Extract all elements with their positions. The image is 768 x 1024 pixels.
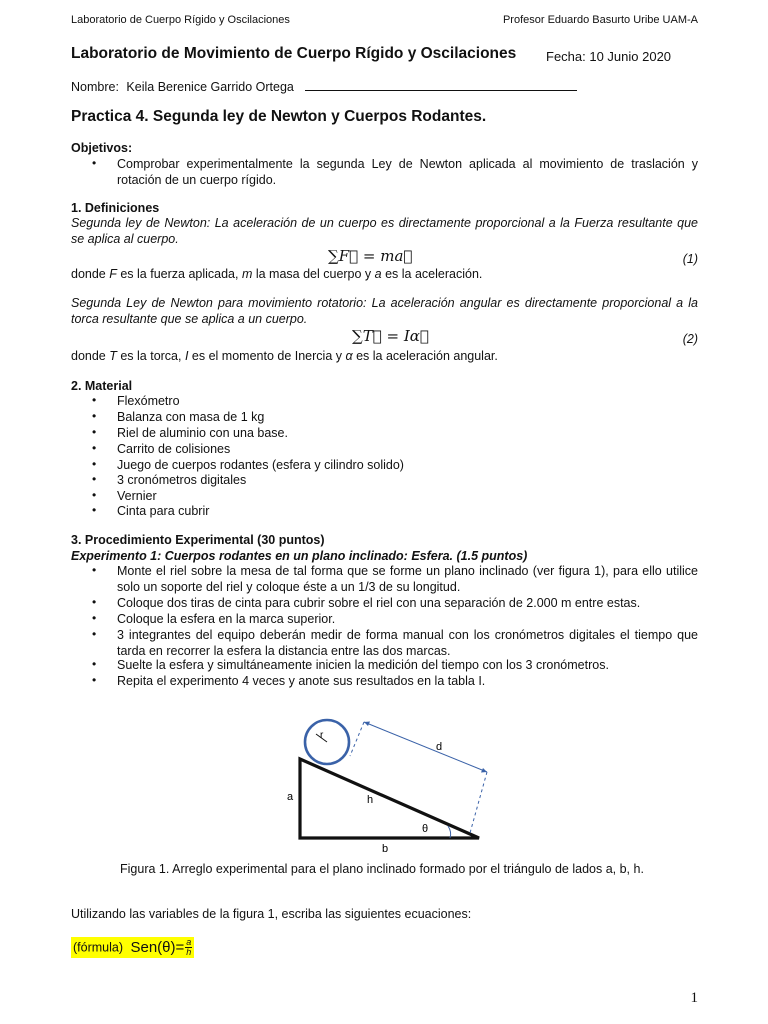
experiment-title: Experimento 1: Cuerpos rodantes en un plano inclinado: Esfera. (1.5 puntos) — [71, 549, 528, 563]
list-item: Riel de aluminio con una base. — [117, 426, 288, 440]
list-item: 3 cronómetros digitales — [117, 473, 247, 487]
list-item: Flexómetro — [117, 394, 180, 408]
date-label: Fecha: 10 Junio 2020 — [546, 49, 672, 64]
desc-var: I — [184, 349, 189, 363]
page-number: 1 — [690, 990, 698, 1006]
bullet-dot: • — [92, 563, 97, 577]
equation-2-description — [71, 348, 498, 364]
desc-var: m — [241, 267, 253, 281]
document-title: Laboratorio de Movimiento de Cuerpo Rígido y Oscilaciones — [71, 45, 517, 62]
distance-arrow — [364, 722, 487, 772]
bullet-dot: • — [92, 156, 97, 170]
bullet-dot: • — [92, 457, 97, 471]
name-line — [71, 79, 577, 94]
bullet-dot: • — [92, 657, 97, 671]
name-label: Nombre: — [71, 80, 119, 94]
definition-1-text: Segunda ley de Newton: La aceleración de un cuerpo es directamente proporcional a la Fuerza resultante que se aplica al cuerpo. — [71, 216, 698, 246]
bullet-dot: • — [92, 425, 97, 439]
label-theta: θ — [422, 823, 429, 835]
angle-arc — [448, 826, 451, 838]
running-header-left: Laboratorio de Cuerpo Rígido y Oscilaciones — [71, 14, 290, 26]
equation-2-number: (2) — [682, 332, 698, 346]
name-underline — [305, 79, 577, 91]
running-header-right: Profesor Eduardo Basurto Uribe UAM-A — [502, 14, 698, 26]
list-item: Vernier — [117, 489, 157, 503]
desc-var: T — [109, 349, 117, 363]
desc-text: es el momento de Inercia y — [188, 349, 346, 363]
list-item: Balanza con masa de 1 kg — [117, 410, 265, 424]
fraction-numerator: a — [186, 937, 192, 947]
equation-2: ∑T⃗ = Iα⃗ — [352, 327, 429, 345]
objetivos-heading: Objetivos: — [71, 141, 133, 155]
bullet-dot: • — [92, 393, 97, 407]
bullet-dot: • — [92, 488, 97, 502]
triangle — [300, 759, 479, 838]
equation-1-description — [71, 266, 482, 282]
desc-text: donde — [71, 349, 110, 363]
bullet-dot: • — [92, 503, 97, 517]
list-item: Monte el riel sobre la mesa de tal forma que se forme un plano inclinado (ver figura 1), para ello utilice solo un soporte del riel y coloque éste a un 1/3 de su longitud. — [117, 564, 698, 594]
list-item: 3 integrantes del equipo deberán medir de forma manual con los cronómetros digitales el tiempo que tarda en recorrer la esfera la distancia entre las dos marcas. — [117, 628, 698, 658]
bullet-dot: • — [92, 611, 97, 625]
instruction-text: Utilizando las variables de la figura 1, escriba las siguientes ecuaciones: — [71, 907, 472, 921]
procedimiento-heading: 3. Procedimiento Experimental (30 puntos) — [71, 533, 325, 547]
list-item: Suelte la esfera y simultáneamente inicien la medición del tiempo con los 3 cronómetros. — [117, 658, 609, 672]
highlighted-formula — [71, 937, 194, 958]
desc-text: donde — [71, 267, 110, 281]
desc-text: la masa del cuerpo y — [252, 267, 375, 281]
bullet-dot: • — [92, 595, 97, 609]
desc-text: es la torca, — [116, 349, 185, 363]
bullet-dot: • — [92, 409, 97, 423]
label-b: b — [382, 843, 389, 854]
definition-2-text: Segunda Ley de Newton para movimiento rotatorio: La aceleración angular es directamente proporcional a la torca resultante que se aplica a un cuerpo. — [71, 296, 698, 326]
label-d: d — [436, 741, 443, 753]
label-h: h — [367, 794, 374, 806]
dashed-guide-left — [350, 722, 364, 756]
formula-sen: Sen(θ)= — [130, 938, 185, 956]
equation-1: ∑F⃗ = ma⃗ — [328, 247, 413, 265]
desc-var: α — [345, 349, 353, 363]
desc-text: es la fuerza aplicada, — [116, 267, 242, 281]
list-item: Coloque la esfera en la marca superior. — [117, 612, 336, 626]
formula-label: (fórmula) — [73, 940, 124, 955]
definiciones-heading: 1. Definiciones — [71, 201, 160, 215]
name-value: Keila Berenice Garrido Ortega — [126, 80, 294, 94]
bullet-dot: • — [92, 472, 97, 486]
desc-text: es la aceleración. — [381, 267, 483, 281]
figure-caption: Figura 1. Arreglo experimental para el plano inclinado formado por el triángulo de lados a, b, h. — [120, 862, 644, 876]
bullet-dot: • — [92, 627, 97, 641]
formula-fraction — [185, 938, 192, 957]
label-r: r — [320, 730, 324, 741]
dashed-guide-right — [470, 772, 487, 833]
bullet-dot: • — [92, 441, 97, 455]
objetivo-item: Comprobar experimentalmente la segunda Ley de Newton aplicada al movimiento de traslación y rotación de un cuerpo rígido. — [117, 157, 698, 187]
material-heading: 2. Material — [71, 379, 133, 393]
desc-var: a — [374, 267, 382, 281]
list-item: Coloque dos tiras de cinta para cubrir sobre el riel con una separación de 2.000 m entre estas. — [117, 596, 641, 610]
practice-title: Practica 4. Segunda ley de Newton y Cuerpos Rodantes. — [71, 108, 487, 125]
list-item: Cinta para cubrir — [117, 504, 210, 518]
label-a: a — [287, 791, 294, 803]
bullet-dot: • — [92, 673, 97, 687]
equation-1-number: (1) — [682, 252, 698, 266]
desc-var: F — [109, 267, 117, 281]
fraction-denominator: h — [186, 947, 192, 957]
inclined-plane-figure — [270, 712, 510, 854]
desc-text: es la aceleración angular. — [352, 349, 498, 363]
list-item: Repita el experimento 4 veces y anote sus resultados en la tabla I. — [117, 674, 486, 688]
list-item: Juego de cuerpos rodantes (esfera y cilindro solido) — [117, 458, 404, 472]
list-item: Carrito de colisiones — [117, 442, 231, 456]
